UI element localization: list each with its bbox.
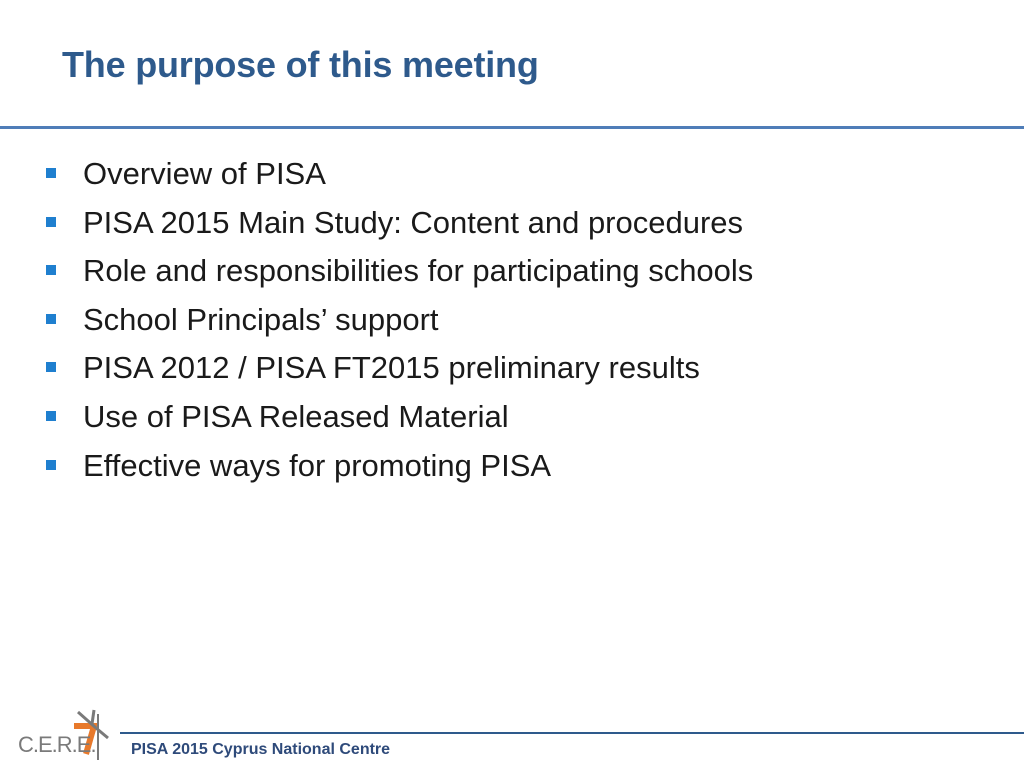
- square-bullet-icon: [46, 217, 56, 227]
- square-bullet-icon: [46, 314, 56, 324]
- cere-logo: [16, 704, 116, 764]
- square-bullet-icon: [46, 265, 56, 275]
- slide-title: The purpose of this meeting: [62, 44, 539, 85]
- square-bullet-icon: [46, 411, 56, 421]
- logo-text: C.E.R.E.: [18, 732, 96, 757]
- list-item-text: Overview of PISA: [83, 156, 326, 191]
- square-bullet-icon: [46, 168, 56, 178]
- list-item-text: School Principals’ support: [83, 301, 439, 337]
- footer-label: PISA 2015 Cyprus National Centre: [131, 741, 391, 758]
- list-item-text: Effective ways for promoting PISA: [83, 447, 552, 483]
- footer-divider: [120, 732, 1024, 734]
- square-bullet-icon: [46, 460, 56, 470]
- square-bullet-icon: [46, 362, 56, 372]
- list-item-text: PISA 2012 / PISA FT2015 preliminary results: [83, 350, 700, 386]
- title-divider: [0, 126, 1024, 129]
- list-item-text: Role and responsibilities for participating schools: [83, 253, 754, 289]
- list-item-text: Use of PISA Released Material: [83, 398, 509, 434]
- list-item-text: PISA 2015 Main Study: Content and procedures: [83, 204, 744, 240]
